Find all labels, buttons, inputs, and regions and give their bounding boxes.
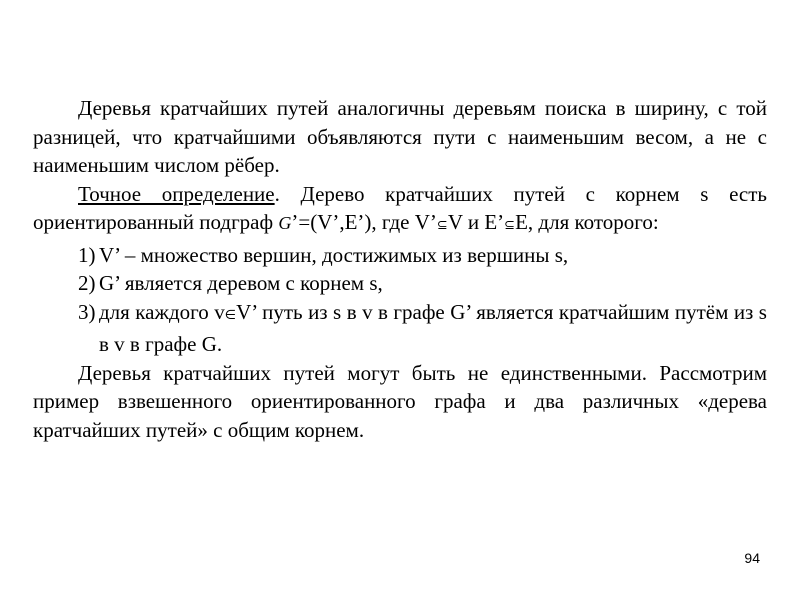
list-item-number: 2) (78, 271, 96, 295)
definition-term: Точное определение (78, 181, 275, 206)
list-item-text-a: для каждого v (99, 299, 225, 324)
paragraph-intro: Деревья кратчайших путей аналогичны деревьям поиска в ширину, с той разницей, что кратчайшими объявляются пути с наименьшим весом, а не с наименьшим числом рёбер. (33, 96, 767, 177)
page-number: 94 (744, 550, 760, 566)
list-item (33, 241, 767, 270)
list-item-number: 3) (78, 299, 96, 324)
list-item (33, 298, 767, 359)
paragraph-definition (33, 180, 767, 241)
definition-text-c: V и E’ (447, 210, 505, 234)
list-item-text-b: V’ путь из s в v в графе G’ является кратчайшим путём из s в v в графе G. (99, 299, 767, 356)
slide-text (33, 94, 767, 444)
definition-text-a: . Дерево кратчайших путей с корнем s есть ориентированный подграф (33, 181, 767, 234)
element-of-symbol: ∈ (224, 307, 237, 323)
list-item-text (99, 298, 767, 359)
graph-symbol: G (278, 213, 292, 233)
conditions-list (33, 241, 767, 359)
list-item (33, 269, 767, 298)
definition-text-b: ’=(V’,E’), где V’ (291, 210, 437, 234)
list-item-number: 1) (78, 242, 96, 267)
subset-symbol-2: ⊆ (504, 218, 516, 233)
list-item-text: G’ является деревом с корнем s, (99, 271, 383, 295)
paragraph-conclusion: Деревья кратчайших путей могут быть не единственными. Рассмотрим пример взвешенного ориентированного графа и два различных «дерева кратчайших путей» с общим корнем. (33, 360, 767, 442)
subset-symbol-1: ⊆ (436, 218, 448, 233)
list-item-text: V’ – множество вершин, достижимых из вершины s, (99, 242, 569, 267)
definition-text-d: E, для которого: (515, 210, 659, 234)
